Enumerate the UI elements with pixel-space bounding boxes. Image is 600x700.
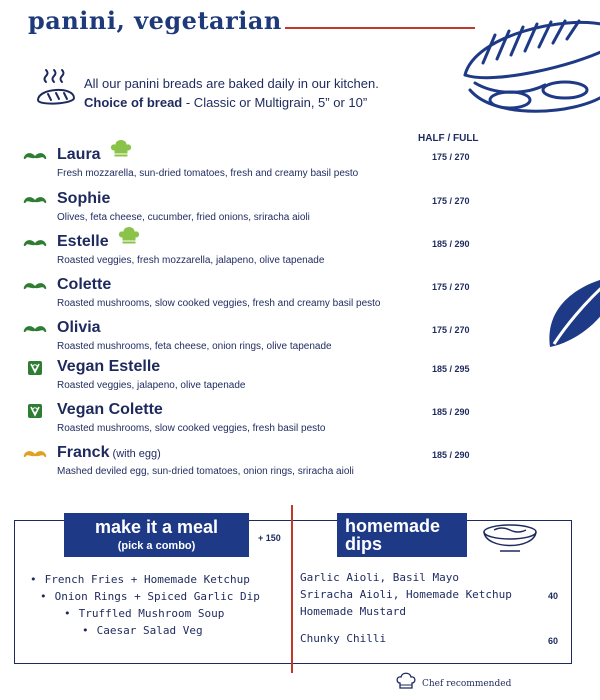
- dip-bowl-icon: [480, 520, 540, 556]
- item-name: [57, 233, 109, 251]
- dips-banner: [337, 513, 467, 557]
- item-name: [57, 444, 161, 462]
- item-name: [57, 190, 110, 208]
- chef-recommended-legend: [396, 672, 596, 694]
- dip-line: Garlic Aioli, Basil Mayo: [300, 571, 459, 584]
- item-price: 185 / 290: [432, 239, 470, 249]
- vegan-badge-icon: [22, 360, 48, 376]
- dip-price: 40: [548, 591, 559, 601]
- intro-bread-choice-options: - Classic or Multigrain, 5” or 10”: [182, 95, 368, 110]
- meal-subtitle: (pick a combo): [117, 540, 196, 552]
- meal-banner: [64, 513, 249, 557]
- mustache-icon: [22, 194, 48, 208]
- item-name: [57, 276, 111, 294]
- item-name-text: Vegan Estelle: [57, 358, 161, 375]
- item-description: Roasted veggies, fresh mozzarella, jalapeno, olive tapenade: [57, 255, 325, 266]
- meal-price: + 150: [258, 533, 281, 543]
- menu-item: [22, 358, 482, 398]
- chef-hat-icon: [396, 672, 416, 690]
- mustache-icon: [22, 323, 48, 337]
- menu-item: [22, 401, 482, 441]
- item-price: 175 / 270: [432, 282, 470, 292]
- mustache-icon: [22, 237, 48, 251]
- item-name-text: Estelle: [57, 233, 109, 250]
- item-name-text: Laura: [57, 146, 101, 163]
- price-column-header: HALF / FULL: [418, 133, 479, 144]
- meal-option: • Onion Rings + Spiced Garlic Dip: [40, 590, 260, 603]
- menu-item: [22, 233, 482, 273]
- item-name: [57, 146, 101, 164]
- intro-baked-daily: All our panini breads are baked daily in our kitchen.: [84, 76, 379, 91]
- box-divider: [291, 505, 293, 673]
- item-name-text: Sophie: [57, 190, 111, 207]
- dip-price: 60: [548, 636, 559, 646]
- menu-item: [22, 319, 482, 359]
- dips-title-line1: homemade: [345, 516, 441, 536]
- chef-recommended-label: Chef recommended: [422, 679, 512, 689]
- item-name-text: Vegan Colette: [57, 401, 163, 418]
- bread-icon: [34, 68, 78, 108]
- mustache-icon: [22, 448, 48, 462]
- item-description: Fresh mozzarella, sun-dried tomatoes, fresh and creamy basil pesto: [57, 168, 359, 179]
- item-name-text: Colette: [57, 276, 112, 293]
- meal-title: make it a meal: [94, 517, 219, 537]
- menu-item: [22, 146, 482, 186]
- mustache-icon: [22, 280, 48, 294]
- item-name-text: Olivia: [57, 319, 101, 336]
- mustache-icon: [22, 150, 48, 164]
- vegan-badge-icon: [22, 403, 48, 419]
- dip-line: Homemade Mustard: [300, 605, 406, 618]
- menu-item: [22, 276, 482, 316]
- meal-option: • French Fries + Homemade Ketchup: [30, 573, 250, 586]
- menu-item: [22, 444, 482, 484]
- leaf-illustration-icon: [540, 272, 600, 362]
- item-price: 185 / 290: [432, 407, 470, 417]
- item-price: 175 / 270: [432, 325, 470, 335]
- item-description: Roasted mushrooms, slow cooked veggies, fresh and creamy basil pesto: [57, 298, 381, 309]
- dips-title-line2: dips: [345, 534, 383, 554]
- dip-line: Sriracha Aioli, Homemade Ketchup: [300, 588, 512, 601]
- item-name: [57, 319, 101, 337]
- item-description: Roasted veggies, jalapeno, olive tapenade: [57, 380, 246, 391]
- item-price: 185 / 295: [432, 364, 470, 374]
- item-description: Olives, feta cheese, cucumber, fried onions, sriracha aioli: [57, 212, 310, 223]
- item-name: [57, 401, 163, 419]
- dip-line: Chunky Chilli: [300, 632, 387, 645]
- item-name-suffix: (with egg): [109, 448, 161, 460]
- meal-option: • Truffled Mushroom Soup: [64, 607, 224, 620]
- item-price: 175 / 270: [432, 152, 470, 162]
- page-title: panini, vegetarian: [28, 6, 282, 35]
- item-description: Roasted mushrooms, slow cooked veggies, fresh basil pesto: [57, 423, 326, 434]
- chef-hat-icon: [117, 225, 141, 247]
- title-underline: [285, 27, 475, 29]
- meal-option: • Caesar Salad Veg: [82, 624, 203, 637]
- item-name-text: Franck: [57, 444, 110, 461]
- menu-item: [22, 190, 482, 230]
- chef-hat-icon: [109, 138, 133, 160]
- item-description: Roasted mushrooms, feta cheese, onion rings, olive tapenade: [57, 341, 332, 352]
- item-description: Mashed deviled egg, sun-dried tomatoes, onion rings, sriracha aioli: [57, 466, 354, 477]
- intro-bread-choice: [84, 95, 484, 110]
- item-price: 175 / 270: [432, 196, 470, 206]
- item-name: [57, 358, 160, 376]
- intro-bread-choice-label: Choice of bread: [84, 95, 183, 110]
- item-price: 185 / 290: [432, 450, 470, 460]
